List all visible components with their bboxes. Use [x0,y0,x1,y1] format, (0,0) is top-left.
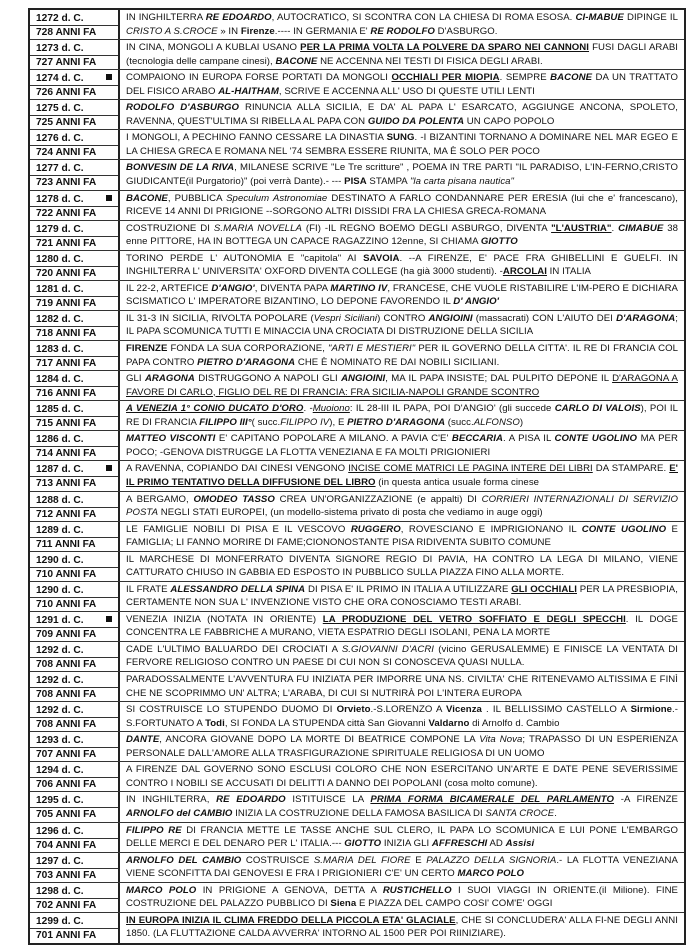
date-cell [30,341,120,370]
date-cell [30,853,120,882]
event-text: MARCO POLO IN PRIGIONE A GENOVA, DETTA A RUSTICHELLO I SUOI VIAGGI IN ORIENTE.(il Milione). FINE COSTRUZIONE DEL PALAZZO PUBBLICO DI Siena E PIAZZA DEL CAMPO COSI' COM'E' OGGI [126,884,678,910]
year-label: 1284 d. C. [36,374,84,386]
years-ago-label: 710 ANNI FA [30,597,118,611]
years-ago-label: 708 ANNI FA [30,687,118,701]
year-label: 1283 d. C. [36,344,84,356]
year-label: 1286 d. C. [36,434,84,446]
square-marker-icon [106,465,112,471]
table-row [30,792,684,822]
years-ago-label: 712 ANNI FA [30,507,118,521]
year-label: 1292 d. C. [36,644,84,656]
table-row [30,492,684,522]
date-cell [30,792,120,821]
event-text: IN CINA, MONGOLI A KUBLAI USANO PER LA PRIMA VOLTA LA POLVERE DA SPARO NEI CANNONI FUSI DAGLI ARABI (tecnologia delle campane cinesi), BACONE NE ACCENNA NEI TESTI DI FISICA DEGLI ARABI. [126,42,678,67]
years-ago-label: 715 ANNI FA [30,416,118,430]
table-row [30,522,684,552]
date-cell [30,522,120,551]
year-label: 1276 d. C. [36,133,84,145]
table-row [30,913,684,943]
table-row [30,160,684,190]
years-ago-label: 713 ANNI FA [30,476,118,490]
chronology-table [28,8,686,945]
event-text: A VENEZIA 1° CONIO DUCATO D'ORO. -Muoiono: IL 28-III IL PAPA, POI D'ANGIO' (gli succede CARLO DI VALOIS), POI IL RE DI FRANCIA FILIPPO III°( succ.FILIPPO IV), E PIETRO D'ARAGONA (succ.ALFONSO) [126,403,678,428]
event-text: A FIRENZE DAL GOVERNO SONO ESCLUSI COLORO CHE NON ESERCITANO UN'ARTE E DATE PENE SEVERISSIME CONTRO I NOBILI SE ACCUSATI DI DELITTI A DANNO DEI POPOLANI (cosa molto comune). [126,764,678,789]
year-label: 1281 d. C. [36,283,84,295]
event-text: FIRENZE FONDA LA SUA CORPORAZIONE, "ARTI E MESTIERI" PER IL GOVERNO DELLA CITTA'. IL RE DI FRANCIA COL PAPA CONTRO PIETRO D'ARAGONA CHE È NOMINATO RE DAI NOBILI SICILIANI. [126,343,678,368]
date-cell [30,160,120,189]
table-row [30,191,684,221]
years-ago-label: 704 ANNI FA [30,838,118,852]
date-cell [30,702,120,731]
year-label: 1291 d. C. [36,614,84,626]
year-label: 1287 d. C. [36,464,84,476]
years-ago-label: 719 ANNI FA [30,296,118,310]
year-label: 1274 d. C. [36,73,84,85]
event-text: COSTRUZIONE DI S.MARIA NOVELLA (FI) -IL REGNO BOEMO DEGLI ASBURGO, DIVENTA "L'AUSTRIA". CIMABUE 38 enne PITTORE, HA IN BOTTEGA UN CAPACE RAGAZZINO 12enne, SI CHIAMA GIOTTO [126,222,678,248]
years-ago-label: 723 ANNI FA [30,175,118,189]
date-cell [30,612,120,641]
event-text: LE FAMIGLIE NOBILI DI PISA E IL VESCOVO RUGGERO, ROVESCIANO E IMPRIGIONANO IL CONTE UGOLINO E FAMIGLIA; LI FANNO MORIRE DI FAME;CIONONOSTANTE PISA RIDIVENTA SUBITO COMUNE [126,523,679,549]
year-label: 1296 d. C. [36,825,84,837]
years-ago-label: 708 ANNI FA [30,657,118,671]
year-label: 1299 d. C. [36,915,84,927]
table-row [30,552,684,582]
table-row [30,431,684,461]
date-cell [30,913,120,943]
date-cell [30,732,120,761]
table-row [30,40,684,70]
table-row [30,672,684,702]
event-text: A BERGAMO, OMODEO TASSO CREA UN'ORGANIZZAZIONE (e appalti) DI CORRIERI INTERNAZIONALI DI SERVIZIO POSTA NEGLI STATI EUROPEI, (un modello-sistema privato di posta che vediamo in auge oggi) [126,493,678,518]
date-cell [30,642,120,671]
years-ago-label: 707 ANNI FA [30,747,118,761]
years-ago-label: 709 ANNI FA [30,627,118,641]
event-text: FILIPPO RE DI FRANCIA METTE LE TASSE ANCHE SUL CLERO, IL PAPA LO SCOMUNICA E LUI PONE L'EMBARGO DELLE MERCI E DEL DENARO PER L' ITALIA.--- GIOTTO INIZIA GLI AFFRESCHI AD Assisi [126,824,678,850]
date-cell [30,431,120,460]
square-marker-icon [106,74,112,80]
years-ago-label: 725 ANNI FA [30,115,118,129]
date-cell [30,281,120,310]
table-row [30,371,684,401]
date-cell [30,762,120,791]
table-row [30,70,684,100]
date-cell [30,191,120,220]
years-ago-label: 703 ANNI FA [30,868,118,882]
year-label: 1290 d. C. [36,554,84,566]
date-cell [30,130,120,159]
date-cell [30,883,120,912]
event-text: MATTEO VISCONTI E' CAPITANO POPOLARE A MILANO. A PAVIA C'E' BECCARIA. A PISA IL CONTE UGOLINO MA PER POCO; -GENOVA DISTRUGGE LA FLOTTA VENEZIANA E FA MOLTI PRIGIONIERI [126,433,678,458]
years-ago-label: 710 ANNI FA [30,567,118,581]
table-row [30,642,684,672]
table-row [30,130,684,160]
date-cell [30,461,120,490]
years-ago-label: 716 ANNI FA [30,386,118,400]
year-label: 1292 d. C. [36,675,84,687]
event-text: IL 22-2, ARTEFICE D'ANGIO', DIVENTA PAPA MARTINO IV, FRANCESE, CHE VUOLE RISTABILIRE L'IM-PERO E DICHIARA SCISMATICO L' IMPERATORE BIZANTINO, LO DEPONE FAVORENDO IL D' ANGIO' [126,282,678,308]
years-ago-label: 728 ANNI FA [30,25,118,39]
table-row [30,883,684,913]
date-cell [30,100,120,129]
years-ago-label: 720 ANNI FA [30,266,118,280]
date-cell [30,221,120,250]
event-text: PARADOSSALMENTE L'AVVENTURA FU INIZIATA PER IMPORRE UNA NS. CIVILTA' CHE RITENEVAMO ALTISSIMA E FINÌ CHE NE SCOPRIMMO UN' ALTRA; L'ARABA, DI CUI SI NUTRIRÀ POI L'INTERA EUROPA [126,674,678,699]
year-label: 1272 d. C. [36,13,84,24]
years-ago-label: 711 ANNI FA [30,537,118,551]
year-label: 1288 d. C. [36,494,84,506]
event-text: DANTE, ANCORA GIOVANE DOPO LA MORTE DI BEATRICE COMPONE LA Vita Nova; TRAPASSO DI UN ESPERIENZA PERSONALE DALL'AMORE ALLA TRASFIGURAZIONE SPIRITUALE RELIGIOSA DI UN UOMO [126,734,678,759]
event-text: CADE L'ULTIMO BALUARDO DEI CROCIATI A S.GIOVANNI D'ACRI (vicino GERUSALEMME) E FINISCE LA VENTATA DI FERVORE RELIGIOSO CONTRO UN PAESE DI CUI NON SI CONOSCEVA QUASI NULLA. [126,643,678,669]
event-text: IL FRATE ALESSANDRO DELLA SPINA DI PISA E' IL PRIMO IN ITALIA A UTILIZZARE GLI OCCHIALI PER LA PRESBIOPIA, CERTAMENTE NON SUA L' INVENZIONE VISTO CHE ORA CONOSCIAMO TESTI ARABI. [126,583,678,609]
table-row [30,281,684,311]
year-label: 1273 d. C. [36,43,84,55]
year-label: 1285 d. C. [36,404,84,416]
event-text: TORINO PERDE L' AUTONOMIA E "capitola" AI SAVOIA. --A FIRENZE, E' PACE FRA GHIBELLINI E GUELFI. IN INGHILTERRA L' UNIVERSITA' OXFORD DIVENTA COLLEGE (ha già 3000 studenti). -ARCOLAI IN ITALIA [126,252,679,278]
date-cell [30,10,120,39]
date-cell [30,251,120,280]
years-ago-label: 726 ANNI FA [30,85,118,99]
date-cell [30,70,120,99]
square-marker-icon [106,195,112,201]
event-text: VENEZIA INIZIA (NOTATA IN ORIENTE) LA PRODUZIONE DEL VETRO SOFFIATO E DEGLI SPECCHI. IL DOGE CONCENTRA LE FABBRICHE A MURANO, VIETA ESPATRIO DEGLI ISOLANI, PENA LA MORTE [126,613,679,639]
table-row [30,702,684,732]
table-row [30,10,684,40]
year-label: 1282 d. C. [36,313,84,325]
event-text: IN INGHILTERRA RE EDOARDO, AUTOCRATICO, SI SCONTRA CON LA CHIESA DI ROMA ESOSA. CI-MABUE DIPINGE IL CRISTO A S.CROCE » IN Firenze.---- IN GERMANIA E' RE RODOLFO D'ASBURGO. [126,12,678,37]
table-row [30,461,684,491]
date-cell [30,582,120,611]
table-row [30,341,684,371]
table-row [30,401,684,431]
event-text: I MONGOLI, A PECHINO FANNO CESSARE LA DINASTIA SUNG. -I BIZANTINI TORNANO A DOMINARE NEL MAR EGEO E LA CHIESA GRECA E ROMANA NEL '74 SEMBRA ESSERE RIUNITA, MA È SOLO PER POCO [126,132,679,157]
event-text: BACONE, PUBBLICA Speculum Astronomiae DESTINATO A FARLO CONDANNARE PER ERESIA (lui che e' francescano), RICEVE 14 ANNI DI PRIGIONE --SORGONO ALTRI DISSIDI FRA LA CHIESA GRECA-ROMANA [126,192,678,218]
date-cell [30,401,120,430]
years-ago-label: 718 ANNI FA [30,326,118,340]
event-text: IN EUROPA INIZIA IL CLIMA FREDDO DELLA PICCOLA ETA' GLACIALE, CHE SI CONCLUDERA' ALLA FI-NE DEGLI ANNI 1850. (LA FLUTTAZIONE CALDA AVVERRA' INTORNO AL 1500 PER POI RIINIZIARE). [126,914,678,940]
years-ago-label: 706 ANNI FA [30,777,118,791]
years-ago-label: 705 ANNI FA [30,807,118,821]
event-text: COMPAIONO IN EUROPA FORSE PORTATI DA MONGOLI OCCHIALI PER MIOPIA. SEMPRE BACONE DA UN TRATTATO DEL FISICO ARABO AL-HAITHAM, SCRIVE E ACCENNA ALL' USO DI QUESTE UTILI LENTI [126,72,678,97]
years-ago-label: 717 ANNI FA [30,356,118,370]
table-row [30,762,684,792]
year-label: 1290 d. C. [36,584,84,596]
date-cell [30,40,120,69]
years-ago-label: 722 ANNI FA [30,206,118,220]
event-text: A RAVENNA, COPIANDO DAI CINESI VENGONO INCISE COME MATRICI LE PAGINA INTERE DEI LIBRI DA STAMPARE. E' IL PRIMO TENTATIVO DELLA DIFFUSIONE DEL LIBRO (in questa antica usuale forma cinese [126,463,678,488]
event-text: IN INGHILTERRA, RE EDOARDO ISTITUISCE LA PRIMA FORMA BICAMERALE DEL PARLAMENTO -A FIRENZE ARNOLFO del CAMBIO INIZIA LA COSTRUZIONE DELLA FAMOSA BASILICA DI SANTA CROCE. [126,794,678,819]
year-label: 1298 d. C. [36,885,84,897]
years-ago-label: 708 ANNI FA [30,717,118,731]
table-row [30,853,684,883]
table-row [30,251,684,281]
date-cell [30,672,120,701]
years-ago-label: 727 ANNI FA [30,55,118,69]
year-label: 1292 d. C. [36,705,84,717]
years-ago-label: 702 ANNI FA [30,898,118,912]
event-text: ARNOLFO DEL CAMBIO COSTRUISCE S.MARIA DEL FIORE E PALAZZO DELLA SIGNORIA.- LA FLOTTA VENEZIANA VIENE SCONFITTA DAI GENOVESI E FRA I PRIGIONIERI C'E' UN CERTO MARCO POLO [126,854,678,880]
table-row [30,823,684,853]
event-text: SI COSTRUISCE LO STUPENDO DUOMO DI Orvieto.-S.LORENZO A Vicenza . IL BELLISSIMO CASTELLO A Sirmione.-S.FORTUNATO A Todi, SI FONDA LA STUPENDA città San Giovanni Valdarno di Arnolfo d. Cambio [126,704,678,729]
date-cell [30,371,120,400]
year-label: 1278 d. C. [36,193,84,205]
year-label: 1279 d. C. [36,223,84,235]
year-label: 1297 d. C. [36,855,84,867]
table-row [30,100,684,130]
event-text: IL MARCHESE DI MONFERRATO DIVENTA SIGNORE REGIO DI PAVIA, HA CONTRO LA LEGA DI MILANO, VIENE CATTURATO CHIUSO IN GABBIA ED ESPOSTO IN PUBBLICO SULLA PIAZZA FINO ALLA MORTE. [126,553,678,579]
event-text: RODOLFO D'ASBURGO RINUNCIA ALLA SICILIA, E DA' AL PAPA L' ESARCATO, AGGIUNGE ANCONA, SPOLETO, RAVENNA, QUEST'ULTIMA SI RIBELLA AL PAPA CON GUIDO DA POLENTA UN CAPO POPOLO [126,102,678,127]
table-row [30,732,684,762]
date-cell [30,823,120,852]
year-label: 1280 d. C. [36,253,84,265]
table-row [30,311,684,341]
date-cell [30,552,120,581]
years-ago-label: 724 ANNI FA [30,145,118,159]
event-text: GLI ARAGONA DISTRUGGONO A NAPOLI GLI ANGIOINI, MA IL PAPA INSISTE; DAL PULPITO DEPONE IL D'ARAGONA A FAVORE DI CARLO, FIGLIO DEL RE DI FRANCIA: FRA SICILIA-NAPOLI GRANDE SCONTRO [126,373,678,398]
table-row [30,612,684,642]
square-marker-icon [106,616,112,622]
years-ago-label: 714 ANNI FA [30,446,118,460]
year-label: 1295 d. C. [36,795,84,807]
event-text: IL 31-3 IN SICILIA, RIVOLTA POPOLARE (Vespri Siciliani) CONTRO ANGIOINI (massacrati) CON L'AIUTO DEI D'ARAGONA; IL PAPA SCOMUNICA TUTTI E MINACCIA UNA CROCIATA DI DISTRUZIONE DELLA SICILIA [126,312,679,338]
event-text: BONVESIN DE LA RIVA, MILANESE SCRIVE "Le Tre scritture" , POEMA IN TRE PARTI "IL PARADISO, L'IN-FERNO,CRISTO GIUDICANTE(il Purgatorio)" (poi verrà Dante).- --- PISA STAMPA "la carta pisana nautica" [126,162,679,187]
year-label: 1294 d. C. [36,765,84,777]
years-ago-label: 701 ANNI FA [30,928,118,942]
date-cell [30,492,120,521]
table-row [30,582,684,612]
year-label: 1275 d. C. [36,103,84,115]
date-cell [30,311,120,340]
year-label: 1289 d. C. [36,524,84,536]
year-label: 1277 d. C. [36,163,84,175]
table-row [30,221,684,251]
year-label: 1293 d. C. [36,735,84,747]
years-ago-label: 721 ANNI FA [30,236,118,250]
